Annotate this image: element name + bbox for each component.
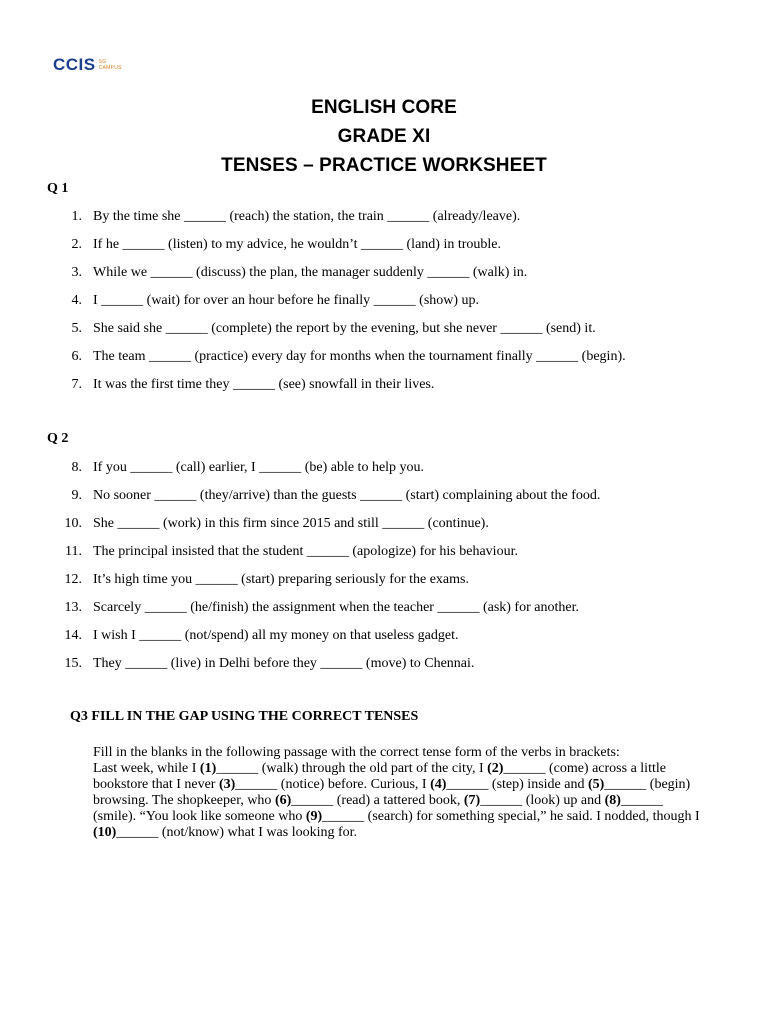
question-text: While we ______ (discuss) the plan, the manager suddenly ______ (walk) in. <box>93 265 528 280</box>
question-text: They ______ (live) in Delhi before they ______ (move) to Chennai. <box>93 656 475 671</box>
question-text: I wish I ______ (not/spend) all my money on that useless gadget. <box>93 628 459 643</box>
passage-segment: ______ (smile). “You look like someone who <box>93 793 663 824</box>
blank-number: (6) <box>274 793 292 808</box>
question-text: It was the first time they ______ (see) snowfall in their lives. <box>93 377 435 392</box>
passage-segment: ______ (not/know) what I was looking for. <box>116 825 358 840</box>
subject-title: ENGLISH CORE <box>311 97 457 118</box>
passage-segment: Last week, while I <box>93 761 200 776</box>
question-number: 11. <box>65 544 82 559</box>
question-number: 2. <box>71 237 82 252</box>
question-number: 8. <box>71 460 82 475</box>
question-number: 9. <box>71 488 82 503</box>
question-text: No sooner ______ (they/arrive) than the guests ______ (start) complaining about the food. <box>93 488 601 503</box>
question-number: 5. <box>71 321 82 336</box>
question-number: 14. <box>64 628 82 643</box>
question-text: She ______ (work) in this firm since 2015 and still ______ (continue). <box>93 516 489 531</box>
passage-segment: ______ (come) across a little bookstore that I never <box>93 761 666 792</box>
blank-number: (5) <box>587 777 605 792</box>
question-number: 3. <box>71 265 82 280</box>
passage-segment: ______ (walk) through the old part of the city, I <box>216 761 488 776</box>
blank-number: (3) <box>218 777 236 792</box>
grade-title: GRADE XI <box>337 126 431 147</box>
question-text: The principal insisted that the student ______ (apologize) for his behaviour. <box>93 544 518 559</box>
question-number: 1. <box>71 209 82 224</box>
worksheet-title: TENSES – PRACTICE WORKSHEET <box>221 155 547 176</box>
blank-number: (8) <box>604 793 621 808</box>
question-text: She said she ______ (complete) the report by the evening, but she never ______ (send) it. <box>93 321 596 336</box>
question-text: Scarcely ______ (he/finish) the assignment when the teacher ______ (ask) for another. <box>93 600 579 615</box>
question-number: 4. <box>71 293 82 308</box>
question-text: By the time she ______ (reach) the station, the train ______ (already/leave). <box>93 209 521 224</box>
question-text: It’s high time you ______ (start) preparing seriously for the exams. <box>93 572 469 587</box>
question-text: If you ______ (call) earlier, I ______ (be) able to help you. <box>93 460 425 475</box>
school-logo <box>53 55 122 75</box>
question-text: The team ______ (practice) every day for months when the tournament finally ______ (begin). <box>93 349 626 364</box>
passage-segment: ______ (read) a tattered book, <box>291 793 464 808</box>
logo-subtext <box>99 59 122 71</box>
question-number: 15. <box>64 656 82 671</box>
blank-number: (1) <box>199 761 217 776</box>
q3-passage-text <box>93 761 703 841</box>
question-text: I ______ (wait) for over an hour before he finally ______ (show) up. <box>93 293 480 308</box>
question-number: 10. <box>64 516 82 531</box>
blank-number: (9) <box>305 809 323 824</box>
passage-segment: ______ (notice) before. Curious, I <box>235 777 431 792</box>
logo-wordmark: CCIS <box>53 55 96 74</box>
question-number: 12. <box>64 572 82 587</box>
q3-passage <box>93 745 703 841</box>
passage-segment: ______ (search) for something special,” he said. I nodded, though I <box>322 809 700 824</box>
passage-segment: ______ (look) up and <box>480 793 605 808</box>
blank-number: (7) <box>463 793 481 808</box>
question-number: 7. <box>71 377 82 392</box>
question-number: 13. <box>64 600 82 615</box>
q2-heading: Q 2 <box>47 431 69 446</box>
q3-intro: Fill in the blanks in the following passage with the correct tense form of the verbs in brackets: <box>93 745 620 760</box>
blank-number: (2) <box>487 761 504 776</box>
question-text: If he ______ (listen) to my advice, he wouldn’t ______ (land) in trouble. <box>93 237 501 252</box>
logo-sub-line2: CAMPUS <box>98 65 122 71</box>
blank-number: (10) <box>93 825 117 840</box>
blank-number: (4) <box>430 777 447 792</box>
q3-heading: Q3 FILL IN THE GAP USING THE CORRECT TENSES <box>70 709 419 724</box>
logo-sub-line1: SG <box>98 59 107 65</box>
passage-segment: ______ (begin) browsing. The shopkeeper, who <box>93 777 691 808</box>
passage-segment: ______ (step) inside and <box>446 777 588 792</box>
q1-heading: Q 1 <box>47 181 69 196</box>
question-number: 6. <box>71 349 82 364</box>
